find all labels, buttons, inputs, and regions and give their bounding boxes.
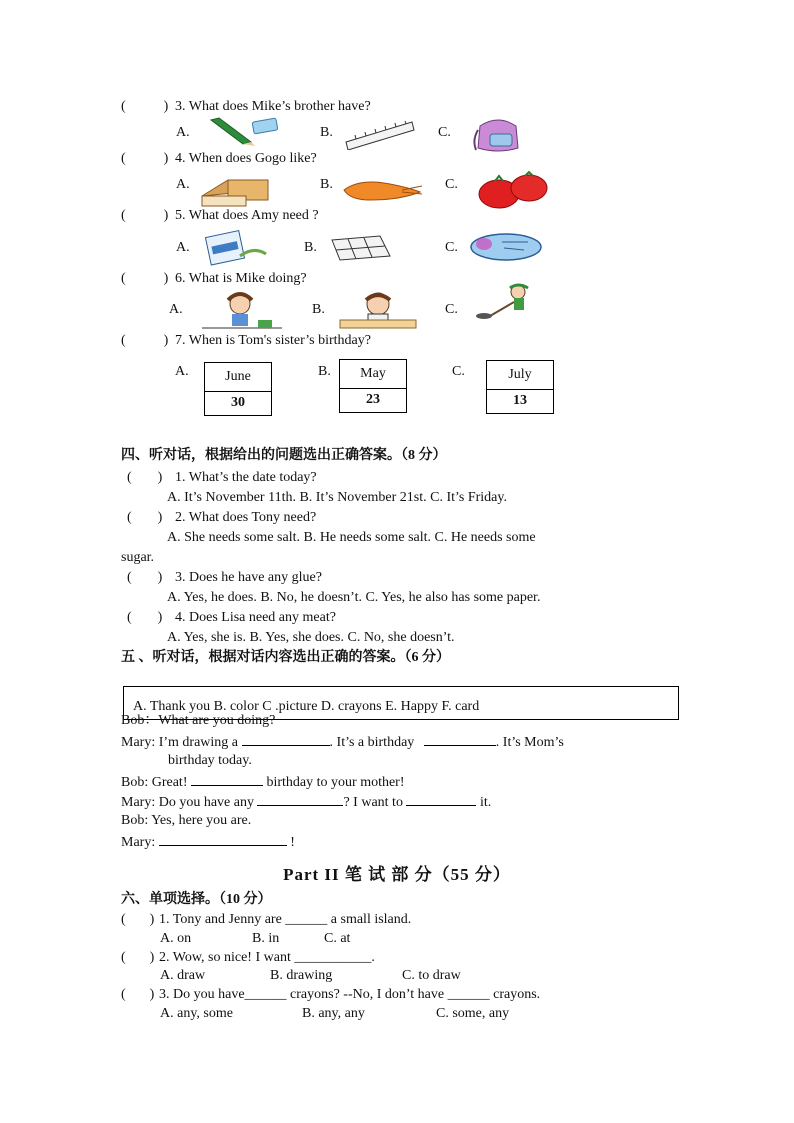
s4-q2-options-cont: sugar. bbox=[121, 550, 155, 565]
s6-q1-text: 1. Tony and Jenny are ______ a small island. bbox=[159, 912, 412, 927]
school-bag-icon bbox=[472, 116, 526, 154]
chocolate-bar-icon bbox=[330, 234, 392, 262]
s4-q2-options: A. She needs some salt. B. He needs some salt. C. He needs some bbox=[167, 530, 536, 545]
s6-q1-paren: ( ) bbox=[121, 912, 155, 927]
q6-paren: ( ) bbox=[121, 271, 169, 286]
s6-q3-option-a: A. any, some bbox=[160, 1006, 233, 1021]
dialog-line-4: Bob: Great! birthday to your mother! bbox=[121, 775, 405, 790]
calendar-month: May bbox=[340, 360, 406, 389]
q5-option-b-label: B. bbox=[304, 240, 317, 255]
s6-q3-paren: ( ) bbox=[121, 987, 155, 1002]
shrimp-icon bbox=[340, 178, 424, 202]
q7-option-a-label: A. bbox=[175, 364, 189, 379]
answer-blank[interactable] bbox=[242, 733, 330, 746]
s6-q2-paren: ( ) bbox=[121, 950, 155, 965]
calendar-card-c bbox=[486, 360, 554, 414]
part2-title: Part II 笔 试 部 分（55 分） bbox=[283, 865, 511, 884]
calendar-day: 23 bbox=[366, 392, 380, 407]
s6-q1-option-a: A. on bbox=[160, 931, 192, 946]
s6-q3-option-c: C. some, any bbox=[436, 1006, 510, 1021]
milk-carton-icon bbox=[204, 226, 268, 266]
s4-q3-paren: ( ) bbox=[127, 570, 163, 585]
bread-icon bbox=[198, 174, 272, 210]
dialog-line-2: Mary: I’m drawing a . It’s a birthday . It’s Mom’s bbox=[121, 735, 564, 750]
ruler-icon bbox=[344, 120, 416, 150]
calendar-card-b bbox=[339, 359, 407, 413]
q3-text: 3. What does Mike’s brother have? bbox=[175, 99, 371, 114]
s6-q2-option-b: B. drawing bbox=[270, 968, 333, 983]
s4-q1-paren: ( ) bbox=[127, 470, 163, 485]
q3-option-a-label: A. bbox=[176, 125, 190, 140]
q7-text: 7. When is Tom's sister’s birthday? bbox=[175, 333, 371, 348]
q5-paren: ( ) bbox=[121, 208, 169, 223]
s6-q2-option-c: C. to draw bbox=[402, 968, 461, 983]
s6-q2-option-a: A. draw bbox=[160, 968, 206, 983]
s4-q1-options: A. It’s November 11th. B. It’s November 21st. C. It’s Friday. bbox=[167, 490, 507, 505]
dialog-line-3: birthday today. bbox=[168, 753, 252, 768]
calendar-card-a bbox=[204, 362, 272, 416]
q4-text: 4. When does Gogo like? bbox=[175, 151, 317, 166]
answer-blank[interactable] bbox=[159, 833, 287, 846]
s4-q3-text: 3. Does he have any glue? bbox=[175, 570, 322, 585]
q3-paren: ( ) bbox=[121, 99, 169, 114]
boy-sweeping-icon bbox=[470, 280, 550, 322]
answer-blank[interactable] bbox=[191, 773, 263, 786]
calendar-day: 13 bbox=[513, 393, 527, 408]
q6-option-a-label: A. bbox=[169, 302, 183, 317]
s4-q4-text: 4. Does Lisa need any meat? bbox=[175, 610, 336, 625]
dialog-line-1: Bob：What are you doing? bbox=[121, 713, 276, 728]
s6-q3-text: 3. Do you have______ crayons? --No, I don’t have ______ crayons. bbox=[159, 987, 541, 1002]
calendar-month: July bbox=[487, 361, 553, 390]
q6-option-c-label: C. bbox=[445, 302, 458, 317]
answer-blank[interactable] bbox=[257, 793, 343, 806]
section4-heading: 四、听对话，根据给出的问题选出正确答案。（8 分） bbox=[121, 448, 447, 463]
calendar-month: June bbox=[205, 363, 271, 392]
q6-text: 6. What is Mike doing? bbox=[175, 271, 307, 286]
s4-q1-text: 1. What’s the date today? bbox=[175, 470, 317, 485]
girl-washing-icon bbox=[198, 290, 286, 332]
word-choices: A. Thank you B. color C .picture D. crayons E. Happy F. card bbox=[133, 699, 480, 714]
q4-paren: ( ) bbox=[121, 151, 169, 166]
q3-option-b-label: B. bbox=[320, 125, 333, 140]
s4-q2-text: 2. What does Tony need? bbox=[175, 510, 317, 525]
q5-text: 5. What does Amy need ? bbox=[175, 208, 319, 223]
s4-q3-options: A. Yes, he does. B. No, he doesn’t. C. Yes, he also has some paper. bbox=[167, 590, 541, 605]
boy-reading-icon bbox=[338, 290, 418, 330]
pencil-case-icon bbox=[468, 230, 544, 264]
section6-heading: 六、单项选择。（10 分） bbox=[121, 892, 272, 907]
answer-blank[interactable] bbox=[424, 733, 496, 746]
dialog-line-6: Bob: Yes, here you are. bbox=[121, 813, 252, 828]
q3-option-c-label: C. bbox=[438, 125, 451, 140]
q5-option-a-label: A. bbox=[176, 240, 190, 255]
s4-q4-paren: ( ) bbox=[127, 610, 163, 625]
q7-option-b-label: B. bbox=[318, 364, 331, 379]
q7-option-c-label: C. bbox=[452, 364, 465, 379]
s6-q1-option-b: B. in bbox=[252, 931, 280, 946]
s4-q4-options: A. Yes, she is. B. Yes, she does. C. No, she doesn’t. bbox=[167, 630, 455, 645]
dialog-line-7: Mary: ! bbox=[121, 835, 295, 850]
s6-q1-option-c: C. at bbox=[324, 931, 351, 946]
tomato-icon bbox=[477, 170, 553, 210]
answer-blank[interactable] bbox=[406, 793, 476, 806]
s4-q2-paren: ( ) bbox=[127, 510, 163, 525]
q7-paren: ( ) bbox=[121, 333, 169, 348]
q4-option-c-label: C. bbox=[445, 177, 458, 192]
q4-option-b-label: B. bbox=[320, 177, 333, 192]
calendar-day: 30 bbox=[231, 395, 245, 410]
s6-q2-text: 2. Wow, so nice! I want ___________. bbox=[159, 950, 375, 965]
q6-option-b-label: B. bbox=[312, 302, 325, 317]
pencil-and-eraser-icon bbox=[207, 116, 281, 146]
q4-option-a-label: A. bbox=[176, 177, 190, 192]
q5-option-c-label: C. bbox=[445, 240, 458, 255]
dialog-line-5: Mary: Do you have any ? I want to it. bbox=[121, 795, 492, 810]
section5-heading: 五 、听对话，根据对话内容选出正确的答案。（6 分） bbox=[121, 650, 450, 665]
s6-q3-option-b: B. any, any bbox=[302, 1006, 365, 1021]
